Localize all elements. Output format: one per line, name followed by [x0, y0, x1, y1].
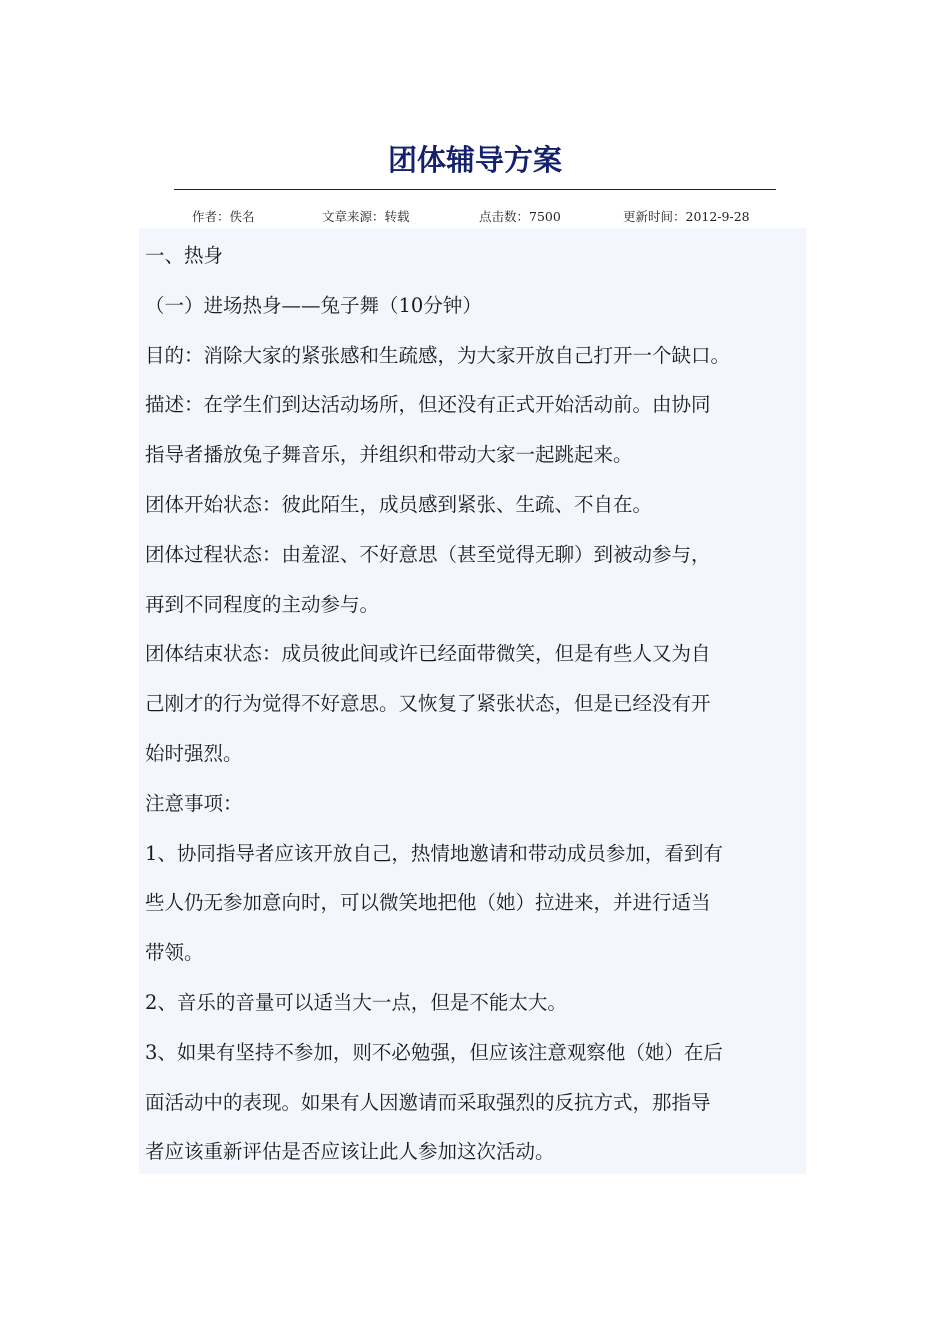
body-line: 带领。: [145, 941, 204, 965]
body-line: 些人仍无参加意向时，可以微笑地把他（她）拉进来，并进行适当: [145, 891, 711, 915]
notes-heading: 注意事项：: [145, 791, 243, 815]
body-line: 1、协同指导者应该开放自己，热情地邀请和带动成员参加，看到有: [145, 841, 723, 865]
body-line: 始时强烈。: [145, 741, 243, 765]
meta-clicks: 点击数：7500: [479, 209, 561, 224]
body-line: 团体过程状态：由羞涩、不好意思（甚至觉得无聊）到被动参与，: [145, 542, 711, 566]
body-line: 己刚才的行为觉得不好意思。又恢复了紧张状态，但是已经没有开: [145, 692, 711, 716]
body-line: 者应该重新评估是否应该让此人参加这次活动。: [145, 1140, 555, 1164]
meta-updated: 更新时间：2012-9-28: [623, 209, 750, 224]
body-line: 2、音乐的音量可以适当大一点，但是不能太大。: [145, 990, 567, 1014]
body-line: 描述：在学生们到达活动场所，但还没有正式开始活动前。由协同: [145, 393, 711, 417]
document-title: 团体辅导方案: [387, 143, 562, 177]
title-divider: [174, 189, 776, 190]
article-meta: [0, 207, 950, 227]
body-line: 团体结束状态：成员彼此间或许已经面带微笑，但是有些人又为自: [145, 642, 711, 666]
meta-source: 文章来源：转载: [322, 209, 410, 224]
body-line: 面活动中的表现。如果有人因邀请而采取强烈的反抗方式，那指导: [145, 1090, 711, 1114]
body-line: 团体开始状态：彼此陌生，成员感到紧张、生疏、不自在。: [145, 492, 653, 516]
body-line: 3、如果有坚持不参加，则不必勉强，但应该注意观察他（她）在后: [145, 1040, 723, 1064]
section-heading: 一、热身: [145, 244, 224, 267]
body-line: 目的：消除大家的紧张感和生疏感，为大家开放自己打开一个缺口。: [145, 343, 731, 367]
body-line: 再到不同程度的主动参与。: [145, 592, 380, 616]
subsection-heading: （一）进场热身——兔子舞（10分钟）: [145, 293, 482, 317]
article-body: [145, 231, 810, 1177]
body-line: 指导者播放兔子舞音乐，并组织和带动大家一起跳起来。: [145, 443, 633, 467]
meta-author: 作者：佚名: [192, 209, 255, 224]
